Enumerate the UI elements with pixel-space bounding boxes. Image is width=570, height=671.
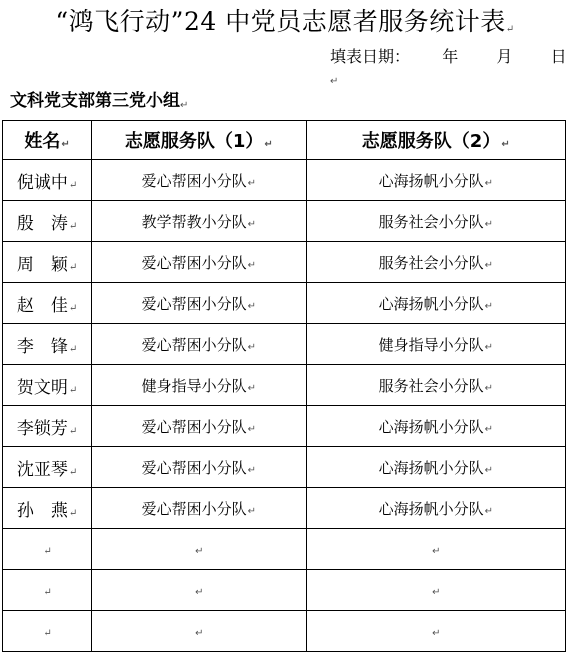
paragraph-mark-icon: ↵: [247, 341, 257, 353]
paragraph-mark-icon: ↵: [484, 423, 493, 435]
cell-team-2: [306, 611, 565, 652]
cell-team-2: [306, 160, 565, 201]
cell-text: 李 锋: [16, 336, 68, 357]
table-row: [3, 447, 566, 488]
header-label: 姓名: [24, 131, 61, 152]
paragraph-mark-icon: ↵: [247, 259, 257, 271]
cell-text: 心海扬帆小分队: [378, 417, 484, 436]
cell-text: 孙 燕: [16, 500, 68, 521]
cell-text: 爱心帮困小分队: [141, 458, 247, 477]
paragraph-mark-icon: ↵: [68, 261, 78, 273]
cell-team-1: [92, 488, 306, 529]
cell-text: 心海扬帆小分队: [378, 499, 484, 518]
cell-team-1: [92, 447, 306, 488]
paragraph-mark-icon: ↵: [264, 139, 273, 150]
paragraph-mark-icon: ↵: [247, 382, 257, 394]
cell-text: 倪诚中: [16, 172, 68, 193]
cell-team-2: [306, 283, 565, 324]
cell-team-1: [92, 283, 306, 324]
cell-team-1: [92, 529, 306, 570]
cell-name: [3, 365, 92, 406]
cell-team-2: [306, 447, 565, 488]
paragraph-mark-icon: ↵: [247, 218, 257, 230]
cell-text: 心海扬帆小分队: [378, 294, 484, 313]
paragraph-mark-icon: ↵: [484, 259, 493, 271]
paragraph-mark-icon: ↵: [484, 300, 493, 312]
header-label: 志愿服务队（1）: [124, 131, 264, 152]
cell-name: [3, 529, 92, 570]
cell-name: [3, 488, 92, 529]
table-row: [3, 488, 566, 529]
paragraph-mark-icon: ↵: [501, 139, 510, 150]
header-label: 志愿服务队（2）: [361, 131, 501, 152]
paragraph-mark-icon: ↵: [484, 341, 493, 353]
date-label: 填表日期：: [330, 47, 411, 66]
group-name: 文科党支部第三党小组: [10, 91, 180, 111]
table-row: [3, 283, 566, 324]
cell-text: 服务社会小分队: [378, 212, 484, 231]
cell-team-1: [92, 406, 306, 447]
paragraph-mark-icon: ↵: [180, 100, 189, 111]
paragraph-mark-icon: ↵: [247, 300, 257, 312]
header-team-1: [92, 121, 306, 160]
table-row: [3, 529, 566, 570]
paragraph-mark-icon: ↵: [68, 179, 78, 191]
paragraph-mark-icon: ↵: [330, 76, 339, 87]
cell-team-1: [92, 365, 306, 406]
cell-team-1: [92, 324, 306, 365]
paragraph-mark-icon: ↵: [68, 220, 78, 232]
table-row: [3, 201, 566, 242]
title-text: “鸿飞行动”24 中党员志愿者服务统计表: [55, 7, 506, 36]
header-name: [3, 121, 92, 160]
date-day-label: 日: [550, 47, 567, 66]
cell-text: 健身指导小分队: [378, 335, 484, 354]
paragraph-mark-icon: ↵: [68, 302, 78, 314]
cell-text: 健身指导小分队: [141, 376, 247, 395]
cell-name: [3, 201, 92, 242]
paragraph-mark-icon: ↵: [195, 628, 204, 639]
paragraph-mark-icon: ↵: [43, 587, 52, 598]
paragraph-mark-icon: ↵: [68, 507, 78, 519]
fill-date-line: [330, 44, 570, 87]
paragraph-mark-icon: ↵: [61, 139, 70, 150]
cell-team-2: [306, 529, 565, 570]
cell-team-2: [306, 406, 565, 447]
cell-team-1: [92, 242, 306, 283]
paragraph-mark-icon: ↵: [68, 466, 78, 478]
paragraph-mark-icon: ↵: [43, 546, 52, 557]
cell-text: 心海扬帆小分队: [378, 171, 484, 190]
group-heading: [10, 86, 188, 111]
cell-team-2: [306, 324, 565, 365]
volunteer-table: [2, 120, 566, 652]
cell-name: [3, 324, 92, 365]
paragraph-mark-icon: ↵: [68, 343, 78, 355]
cell-name: [3, 611, 92, 652]
table-row: [3, 242, 566, 283]
paragraph-mark-icon: ↵: [247, 423, 257, 435]
cell-text: 爱心帮困小分队: [141, 171, 247, 190]
cell-name: [3, 242, 92, 283]
paragraph-mark-icon: ↵: [247, 464, 257, 476]
cell-team-2: [306, 488, 565, 529]
cell-text: 爱心帮困小分队: [141, 417, 247, 436]
cell-text: 服务社会小分队: [378, 253, 484, 272]
paragraph-mark-icon: ↵: [68, 384, 78, 396]
cell-team-2: [306, 242, 565, 283]
paragraph-mark-icon: ↵: [195, 546, 204, 557]
table-row: [3, 160, 566, 201]
paragraph-mark-icon: ↵: [247, 177, 257, 189]
cell-name: [3, 570, 92, 611]
cell-text: 殷 涛: [16, 213, 68, 234]
cell-text: 爱心帮困小分队: [141, 253, 247, 272]
paragraph-mark-icon: ↵: [484, 505, 493, 517]
table-row: [3, 570, 566, 611]
cell-text: 周 颖: [16, 254, 68, 275]
cell-text: 赵 佳: [16, 295, 68, 316]
cell-team-1: [92, 160, 306, 201]
cell-name: [3, 447, 92, 488]
cell-name: [3, 283, 92, 324]
table-row: [3, 611, 566, 652]
table-body: [3, 160, 566, 652]
paragraph-mark-icon: ↵: [484, 218, 493, 230]
cell-text: 爱心帮困小分队: [141, 294, 247, 313]
cell-text: 李锁芳: [16, 418, 68, 439]
cell-team-2: [306, 201, 565, 242]
paragraph-mark-icon: ↵: [484, 464, 493, 476]
cell-text: 服务社会小分队: [378, 376, 484, 395]
date-month-label: 月: [496, 47, 513, 66]
cell-name: [3, 406, 92, 447]
cell-team-1: [92, 570, 306, 611]
cell-team-1: [92, 611, 306, 652]
paragraph-mark-icon: ↵: [432, 587, 441, 598]
table-row: [3, 324, 566, 365]
paragraph-mark-icon: ↵: [432, 628, 441, 639]
cell-text: 爱心帮困小分队: [141, 499, 247, 518]
paragraph-mark-icon: ↵: [68, 425, 78, 437]
cell-team-1: [92, 201, 306, 242]
cell-team-2: [306, 570, 565, 611]
paragraph-mark-icon: ↵: [43, 628, 52, 639]
cell-text: 沈亚琴: [16, 459, 68, 480]
cell-text: 贺文明: [16, 377, 68, 398]
cell-team-2: [306, 365, 565, 406]
paragraph-mark-icon: ↵: [195, 587, 204, 598]
table-row: [3, 406, 566, 447]
cell-text: 爱心帮困小分队: [141, 335, 247, 354]
table-row: [3, 365, 566, 406]
cell-text: 心海扬帆小分队: [378, 458, 484, 477]
paragraph-mark-icon: ↵: [432, 546, 441, 557]
header-team-2: [306, 121, 565, 160]
date-year-label: 年: [442, 47, 459, 66]
table-header-row: [3, 121, 566, 160]
cell-name: [3, 160, 92, 201]
cell-text: 教学帮教小分队: [141, 212, 247, 231]
paragraph-mark-icon: ↵: [505, 24, 515, 35]
paragraph-mark-icon: ↵: [484, 382, 493, 394]
paragraph-mark-icon: ↵: [484, 177, 493, 189]
paragraph-mark-icon: ↵: [247, 505, 257, 517]
document-title: [0, 2, 570, 38]
